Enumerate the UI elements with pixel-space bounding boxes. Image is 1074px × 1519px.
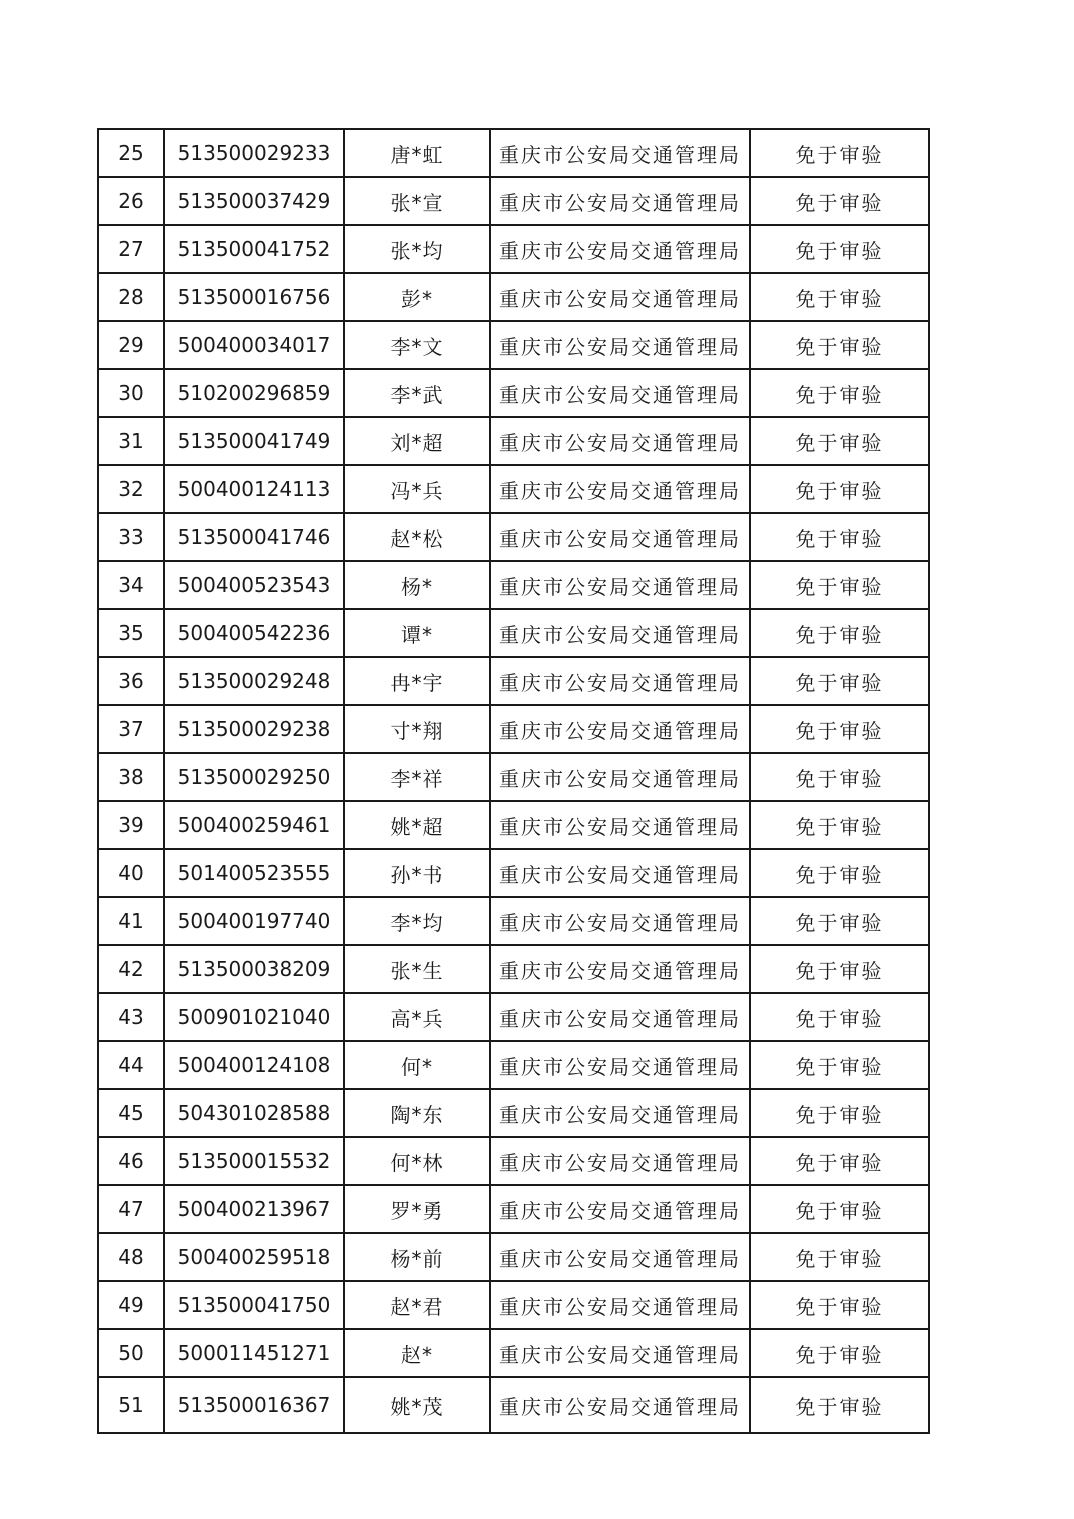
- license-number-cell: 500400213967: [164, 1185, 344, 1233]
- license-number-cell: 500400124113: [164, 465, 344, 513]
- issuing-authority-cell: 重庆市公安局交通管理局: [490, 849, 750, 897]
- review-status-cell: 免于审验: [750, 1137, 929, 1185]
- issuing-authority-cell: 重庆市公安局交通管理局: [490, 1041, 750, 1089]
- license-number-cell: 500400259461: [164, 801, 344, 849]
- license-number-cell: 500400034017: [164, 321, 344, 369]
- license-number-cell: 513500029233: [164, 129, 344, 177]
- table-row: [98, 945, 929, 993]
- row-number-cell: 40: [98, 849, 164, 897]
- review-status-cell: 免于审验: [750, 1089, 929, 1137]
- row-number-cell: 43: [98, 993, 164, 1041]
- table-row: [98, 1041, 929, 1089]
- license-number-cell: 500400523543: [164, 561, 344, 609]
- review-status-cell: 免于审验: [750, 609, 929, 657]
- license-number-cell: 513500041749: [164, 417, 344, 465]
- table-row: [98, 657, 929, 705]
- row-number-cell: 41: [98, 897, 164, 945]
- license-number-cell: 500901021040: [164, 993, 344, 1041]
- review-status-cell: 免于审验: [750, 417, 929, 465]
- person-name-cell: 寸*翔: [344, 705, 490, 753]
- row-number-cell: 30: [98, 369, 164, 417]
- issuing-authority-cell: 重庆市公安局交通管理局: [490, 1281, 750, 1329]
- table-row: [98, 465, 929, 513]
- row-number-cell: 42: [98, 945, 164, 993]
- license-number-cell: 500400542236: [164, 609, 344, 657]
- issuing-authority-cell: 重庆市公安局交通管理局: [490, 945, 750, 993]
- table-row: [98, 513, 929, 561]
- review-status-cell: 免于审验: [750, 561, 929, 609]
- license-number-cell: 513500029250: [164, 753, 344, 801]
- person-name-cell: 冉*宇: [344, 657, 490, 705]
- review-status-cell: 免于审验: [750, 849, 929, 897]
- review-status-cell: 免于审验: [750, 897, 929, 945]
- issuing-authority-cell: 重庆市公安局交通管理局: [490, 321, 750, 369]
- row-number-cell: 37: [98, 705, 164, 753]
- license-number-cell: 513500038209: [164, 945, 344, 993]
- review-status-cell: 免于审验: [750, 1281, 929, 1329]
- row-number-cell: 48: [98, 1233, 164, 1281]
- person-name-cell: 唐*虹: [344, 129, 490, 177]
- person-name-cell: 罗*勇: [344, 1185, 490, 1233]
- row-number-cell: 32: [98, 465, 164, 513]
- person-name-cell: 冯*兵: [344, 465, 490, 513]
- issuing-authority-cell: 重庆市公安局交通管理局: [490, 705, 750, 753]
- license-number-cell: 513500029238: [164, 705, 344, 753]
- table-row: [98, 177, 929, 225]
- row-number-cell: 35: [98, 609, 164, 657]
- row-number-cell: 34: [98, 561, 164, 609]
- person-name-cell: 孙*书: [344, 849, 490, 897]
- table-row: [98, 321, 929, 369]
- license-number-cell: 500400197740: [164, 897, 344, 945]
- person-name-cell: 李*文: [344, 321, 490, 369]
- table-row: [98, 1233, 929, 1281]
- review-status-cell: 免于审验: [750, 705, 929, 753]
- issuing-authority-cell: 重庆市公安局交通管理局: [490, 1377, 750, 1433]
- row-number-cell: 38: [98, 753, 164, 801]
- issuing-authority-cell: 重庆市公安局交通管理局: [490, 1137, 750, 1185]
- person-name-cell: 陶*东: [344, 1089, 490, 1137]
- person-name-cell: 谭*: [344, 609, 490, 657]
- table-row: [98, 417, 929, 465]
- row-number-cell: 51: [98, 1377, 164, 1433]
- row-number-cell: 39: [98, 801, 164, 849]
- person-name-cell: 张*宣: [344, 177, 490, 225]
- review-status-cell: 免于审验: [750, 1041, 929, 1089]
- row-number-cell: 28: [98, 273, 164, 321]
- license-number-cell: 513500016756: [164, 273, 344, 321]
- license-number-cell: 510200296859: [164, 369, 344, 417]
- review-status-cell: 免于审验: [750, 369, 929, 417]
- review-status-cell: 免于审验: [750, 321, 929, 369]
- review-status-cell: 免于审验: [750, 801, 929, 849]
- row-number-cell: 46: [98, 1137, 164, 1185]
- issuing-authority-cell: 重庆市公安局交通管理局: [490, 513, 750, 561]
- person-name-cell: 何*林: [344, 1137, 490, 1185]
- review-status-cell: 免于审验: [750, 1329, 929, 1377]
- person-name-cell: 何*: [344, 1041, 490, 1089]
- license-number-cell: 500400259518: [164, 1233, 344, 1281]
- license-number-cell: 504301028588: [164, 1089, 344, 1137]
- review-status-cell: 免于审验: [750, 945, 929, 993]
- license-number-cell: 513500041752: [164, 225, 344, 273]
- table-row: [98, 801, 929, 849]
- license-number-cell: 513500029248: [164, 657, 344, 705]
- issuing-authority-cell: 重庆市公安局交通管理局: [490, 1089, 750, 1137]
- table-row: [98, 705, 929, 753]
- table-row: [98, 1185, 929, 1233]
- issuing-authority-cell: 重庆市公安局交通管理局: [490, 369, 750, 417]
- row-number-cell: 45: [98, 1089, 164, 1137]
- license-number-cell: 501400523555: [164, 849, 344, 897]
- row-number-cell: 36: [98, 657, 164, 705]
- person-name-cell: 赵*: [344, 1329, 490, 1377]
- person-name-cell: 刘*超: [344, 417, 490, 465]
- table-row: [98, 273, 929, 321]
- issuing-authority-cell: 重庆市公安局交通管理局: [490, 561, 750, 609]
- issuing-authority-cell: 重庆市公安局交通管理局: [490, 1185, 750, 1233]
- table-row: [98, 753, 929, 801]
- record-table-body: [98, 129, 929, 1433]
- row-number-cell: 25: [98, 129, 164, 177]
- table-row: [98, 129, 929, 177]
- license-number-cell: 513500037429: [164, 177, 344, 225]
- table-row: [98, 1281, 929, 1329]
- table-row: [98, 993, 929, 1041]
- person-name-cell: 张*生: [344, 945, 490, 993]
- issuing-authority-cell: 重庆市公安局交通管理局: [490, 753, 750, 801]
- issuing-authority-cell: 重庆市公安局交通管理局: [490, 177, 750, 225]
- table-row: [98, 561, 929, 609]
- review-status-cell: 免于审验: [750, 1233, 929, 1281]
- review-status-cell: 免于审验: [750, 753, 929, 801]
- table-row: [98, 1089, 929, 1137]
- license-number-cell: 513500041750: [164, 1281, 344, 1329]
- person-name-cell: 张*均: [344, 225, 490, 273]
- issuing-authority-cell: 重庆市公安局交通管理局: [490, 273, 750, 321]
- issuing-authority-cell: 重庆市公安局交通管理局: [490, 609, 750, 657]
- row-number-cell: 50: [98, 1329, 164, 1377]
- row-number-cell: 26: [98, 177, 164, 225]
- person-name-cell: 赵*松: [344, 513, 490, 561]
- person-name-cell: 李*均: [344, 897, 490, 945]
- issuing-authority-cell: 重庆市公安局交通管理局: [490, 417, 750, 465]
- review-status-cell: 免于审验: [750, 1185, 929, 1233]
- table-row: [98, 1377, 929, 1433]
- issuing-authority-cell: 重庆市公安局交通管理局: [490, 657, 750, 705]
- row-number-cell: 33: [98, 513, 164, 561]
- row-number-cell: 47: [98, 1185, 164, 1233]
- license-number-cell: 513500016367: [164, 1377, 344, 1433]
- license-number-cell: 513500041746: [164, 513, 344, 561]
- license-number-cell: 513500015532: [164, 1137, 344, 1185]
- license-number-cell: 500400124108: [164, 1041, 344, 1089]
- issuing-authority-cell: 重庆市公安局交通管理局: [490, 1233, 750, 1281]
- record-table: [97, 128, 930, 1434]
- person-name-cell: 李*武: [344, 369, 490, 417]
- person-name-cell: 彭*: [344, 273, 490, 321]
- row-number-cell: 27: [98, 225, 164, 273]
- table-row: [98, 369, 929, 417]
- issuing-authority-cell: 重庆市公安局交通管理局: [490, 1329, 750, 1377]
- person-name-cell: 杨*前: [344, 1233, 490, 1281]
- row-number-cell: 31: [98, 417, 164, 465]
- table-row: [98, 1137, 929, 1185]
- review-status-cell: 免于审验: [750, 273, 929, 321]
- row-number-cell: 44: [98, 1041, 164, 1089]
- review-status-cell: 免于审验: [750, 177, 929, 225]
- issuing-authority-cell: 重庆市公安局交通管理局: [490, 225, 750, 273]
- person-name-cell: 姚*超: [344, 801, 490, 849]
- table-row: [98, 609, 929, 657]
- issuing-authority-cell: 重庆市公安局交通管理局: [490, 129, 750, 177]
- table-row: [98, 897, 929, 945]
- review-status-cell: 免于审验: [750, 993, 929, 1041]
- person-name-cell: 高*兵: [344, 993, 490, 1041]
- table-row: [98, 225, 929, 273]
- review-status-cell: 免于审验: [750, 465, 929, 513]
- review-status-cell: 免于审验: [750, 1377, 929, 1433]
- person-name-cell: 赵*君: [344, 1281, 490, 1329]
- issuing-authority-cell: 重庆市公安局交通管理局: [490, 993, 750, 1041]
- review-status-cell: 免于审验: [750, 657, 929, 705]
- person-name-cell: 杨*: [344, 561, 490, 609]
- review-status-cell: 免于审验: [750, 129, 929, 177]
- table-row: [98, 849, 929, 897]
- row-number-cell: 49: [98, 1281, 164, 1329]
- table-row: [98, 1329, 929, 1377]
- issuing-authority-cell: 重庆市公安局交通管理局: [490, 465, 750, 513]
- review-status-cell: 免于审验: [750, 513, 929, 561]
- issuing-authority-cell: 重庆市公安局交通管理局: [490, 801, 750, 849]
- person-name-cell: 姚*茂: [344, 1377, 490, 1433]
- license-number-cell: 500011451271: [164, 1329, 344, 1377]
- row-number-cell: 29: [98, 321, 164, 369]
- review-status-cell: 免于审验: [750, 225, 929, 273]
- issuing-authority-cell: 重庆市公安局交通管理局: [490, 897, 750, 945]
- person-name-cell: 李*祥: [344, 753, 490, 801]
